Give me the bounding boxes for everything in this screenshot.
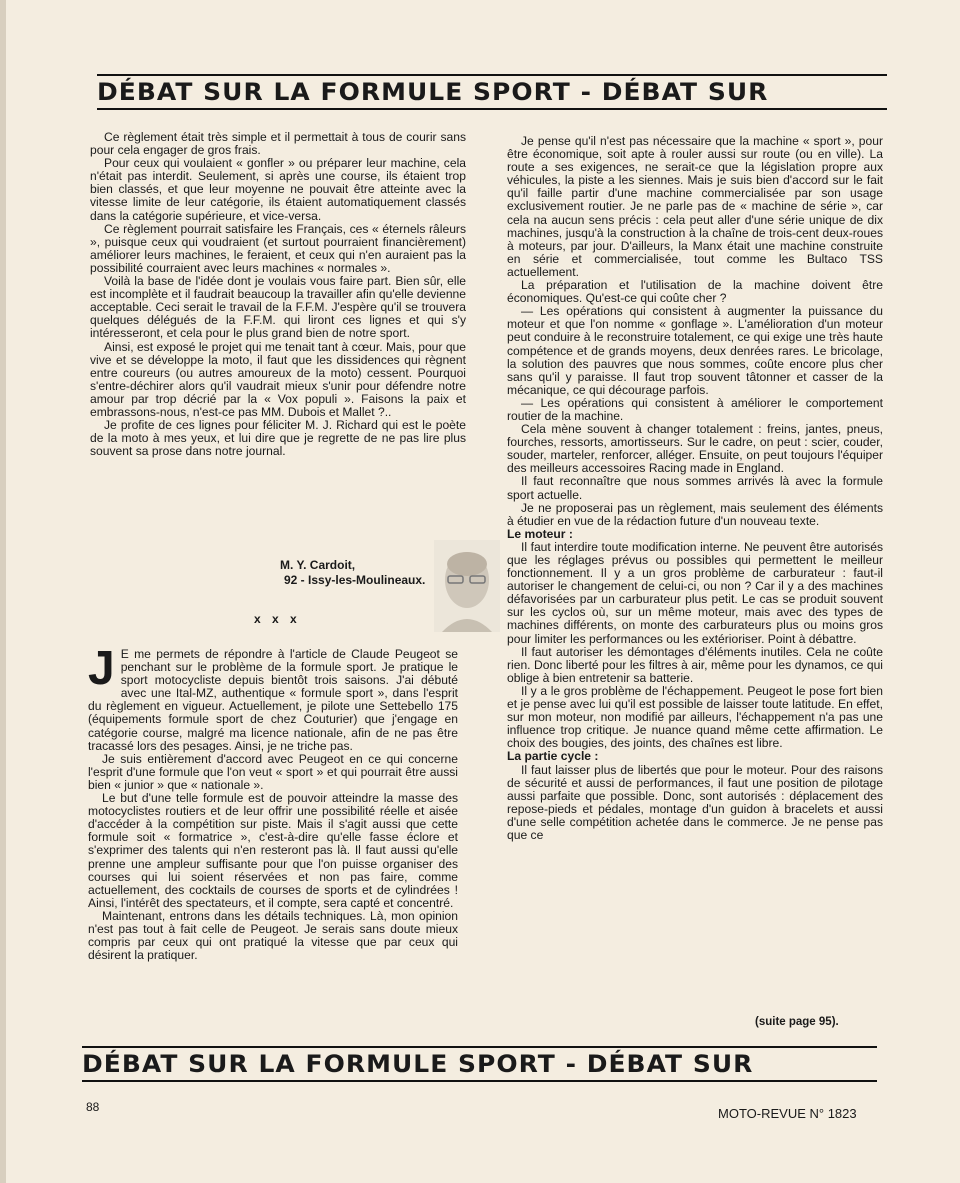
- paragraph: Je pense qu'il n'est pas nécessaire que la machine « sport », pour être économique, soit apte à rouler aussi sur route (ou en ville). La route a ses exigences, ne serait-ce que la législation propre aux véhicules, la piste a les siennes. Mais je suis bien d'accord sur le fait qu'il faille partir d'une machine commercialisée par son usage exclusivement routier. Je ne parle pas de « machine de série », car cela na aucun sens précis : cela peut aller d'une série unique de dix machines, jusqu'à la construction à la chaîne de trois-cent deux-roues à moteurs, par jour. D'ailleurs, la Manx était une machine construite en série et commercialisée, tout comme les Bultaco TSS actuellement.: [507, 134, 883, 279]
- page-number: 88: [86, 1100, 100, 1114]
- paragraph: Le but d'une telle formule est de pouvoir atteindre la masse des motocyclistes routiers et de leur offrir une possibilité réelle et aisée d'accéder à la compétition sur piste. Mais il s'agit aussi que cette formule soit « formatrice », c'est-à-dire qu'elle fasse éclore et s'exprimer des talents qui n'en resteront pas là. Il faut aussi qu'elle prenne une ampleur suffisante pour que l'on puisse organiser des courses qui lui soient réservées et non pas faire, comme actuellement, des cocktails de courses de sports et de cylindrées ! Ainsi, l'intérêt des spectateurs, et il compte, sera capté et concentré.: [88, 791, 458, 910]
- top-banner: [97, 74, 887, 110]
- right-column: [507, 135, 883, 842]
- paragraph: Je ne proposerai pas un règlement, mais seulement des éléments à étudier en vue de la rédaction future d'un nouveau texte.: [507, 500, 883, 528]
- continued-note: (suite page 95).: [755, 1016, 839, 1028]
- bottom-banner: [82, 1046, 877, 1082]
- drop-cap: J: [88, 642, 115, 695]
- signature-name: M. Y. Cardoit,: [280, 558, 356, 572]
- paragraph: Voilà la base de l'idée dont je voulais vous faire part. Bien sûr, elle est incomplète et il faudrait beaucoup la travailler afin qu'elle devienne acceptable. Ceci serait le travail de la F.F.M. J'espère qu'il se trouvera quelques délégués de la F.F.M. qui liront ces lignes et qui s'y intéresseront, et cela pour le plus grand bien de notre sport.: [90, 274, 466, 341]
- subheading-partie-cycle: La partie cycle :: [507, 749, 599, 764]
- subheading-moteur: Le moteur :: [507, 526, 573, 541]
- paragraph: Pour ceux qui voulaient « gonfler » ou préparer leur machine, cela n'était pas interdit. Seulement, si après une course, ils étaient trop bien classés, et que leur moyenne ne pouvait être atteinte avec la vitesse limite de leur catégorie, ils étaient automatiquement classés dans la catégorie supérieure, et vice-versa.: [90, 156, 466, 223]
- paragraph: — Les opérations qui consistent à augmenter la puissance du moteur et que l'on nomme « gonflage ». L'amélioration d'un moteur peut conduire à le reconstruire totalement, ce qui exige une très haute compétence et de grands moyens, deux denrées rares. Le bricolage, la solution des pauvres que nous sommes, coûte encore plus cher sans qu'il y paraisse. Il faut trop souvent tâtonner et casser de la mécanique, ce qui décourage parfois.: [507, 304, 883, 397]
- paragraph: Ce règlement pourrait satisfaire les Français, ces « éternels râleurs », puisque ceux qui voudraient (et surtout pourraient financièrement) améliorer leurs machines, le feraient, et ceux qui n'en auraient pas la possibilité courraient avec leurs machines « normales ».: [90, 221, 466, 275]
- author-photo: [434, 540, 500, 632]
- signature-place: 92 - Issy-les-Moulineaux.: [284, 573, 426, 587]
- section-separator: x x x: [254, 612, 301, 626]
- paragraph: Je suis entièrement d'accord avec Peugeot en ce qui concerne l'esprit d'une formule que l'on veut « sport » et qui pourrait être aussi bien « junior » que « nationale ».: [88, 751, 458, 792]
- paragraph: — Les opérations qui consistent à améliorer le comportement routier de la machine.: [507, 395, 883, 423]
- paragraph: Ce règlement était très simple et il permettait à tous de courir sans pour cela engager de gros frais.: [90, 130, 466, 158]
- paragraph: Il faut laisser plus de libertés que pour le moteur. Pour des raisons de sécurité et aussi de performances, il faut une position de pilotage aussi parfaite que possible. Donc, sont autorisés : déplacement des repose-pieds et pédales, montage d'un guidon à bracelets et aussi d'une selle compétition achetée dans le commerce. Je ne pense pas que ce: [507, 762, 883, 842]
- first-paragraph: [88, 642, 458, 753]
- magazine-issue: MOTO-REVUE N° 1823: [718, 1106, 857, 1121]
- bottom-banner-text: DÉBAT SUR LA FORMULE SPORT - DÉBAT SUR: [82, 1050, 754, 1078]
- paragraph: Il y a le gros problème de l'échappement. Peugeot le pose fort bien et je pense avec lui qu'il est possible de laisser toute latitude. En effet, sur mon moteur, non modifié par ailleurs, l'échappement n'a pas une influence trop critique. Je nuance quand même cette affirmation. Le choix des bougies, des joints, des chaînes est libre.: [507, 683, 883, 751]
- paragraph: Il faut interdire toute modification interne. Ne peuvent être autorisés que les réglages prévus ou possibles qui permettent le meilleur fonctionnement. Il y a un gros problème de carburateur : faut-il autoriser le changement de celui-ci, ou non ? Car il y a des machines défavorisées par un carburateur plus petit. Le cas se produit souvent sur les cyclos où, sur un même moteur, mais avec des types de machines différents, on monte des carburateurs plus ou moins gros pour limiter les performances ou les extérioriser. Point à débattre.: [507, 539, 883, 646]
- top-banner-text: DÉBAT SUR LA FORMULE SPORT - DÉBAT SUR: [97, 78, 769, 106]
- paragraph: Il faut reconnaître que nous sommes arrivés là avec la formule sport actuelle.: [507, 474, 883, 502]
- paragraph: Ainsi, est exposé le projet qui me tenait tant à cœur. Mais, pour que vive et se développe la moto, il faut que les dissidences qui règnent entre coureurs (ou autres amoureux de la moto) cessent. Pourquoi s'entre-déchirer alors qu'il vaudrait mieux s'unir pour défendre notre amour par trop décrié par la « Vox populi ». Faisons la paix et embrassons-nous, n'est-ce pas MM. Dubois et Mallet ?..: [90, 339, 466, 419]
- paragraph: La préparation et l'utilisation de la machine doivent être économiques. Qu'est-ce qui coûte cher ?: [507, 278, 883, 306]
- first-paragraph-text: E me permets de répondre à l'article de Claude Peugeot se penchant sur le problème de la formule sport. Je pratique le sport motocycliste depuis bientôt trois saisons. J'ai débuté avec une Ital-MZ, authentique « formule sport », dans l'esprit du règlement en vigueur. Actuellement, je pilote une Settebello 175 (équipements formule sport de chez Couturier) que j'engage en catégorie course, malgré ma licence nationale, afin de ne pas être tracassé lors des pesages. Ainsi, je ne triche pas.: [88, 647, 458, 753]
- left-column-letter-1: [90, 131, 466, 458]
- paragraph: Je profite de ces lignes pour féliciter M. J. Richard qui est le poète de la moto à mes yeux, et lui dire que je regrette de ne pas lire plus souvent sa prose dans notre journal.: [90, 418, 466, 459]
- left-column-letter-2: [88, 642, 458, 963]
- page-edge: [0, 0, 6, 1183]
- signature: [280, 558, 425, 588]
- paragraph: Il faut autoriser les démontages d'éléments inutiles. Cela ne coûte rien. Donc liberté pour les filtres à air, même pour les dynamos, ce qui oblige à bien entretenir sa batterie.: [507, 644, 883, 685]
- paragraph: Maintenant, entrons dans les détails techniques. Là, mon opinion n'est pas tout à fait celle de Peugeot. Je serais sans doute mieux compris par ceux qui ont pratiqué la vitesse que par ceux qui désirent la pratiquer.: [88, 908, 458, 963]
- paragraph: Cela mène souvent à changer totalement : freins, jantes, pneus, fourches, ressorts, amortisseurs. Sur le cadre, on peut : scier, couder, souder, marteler, renforcer, alléger. Ensuite, on peut toujours l'équiper des meilleurs accessoires Racing made in England.: [507, 422, 883, 476]
